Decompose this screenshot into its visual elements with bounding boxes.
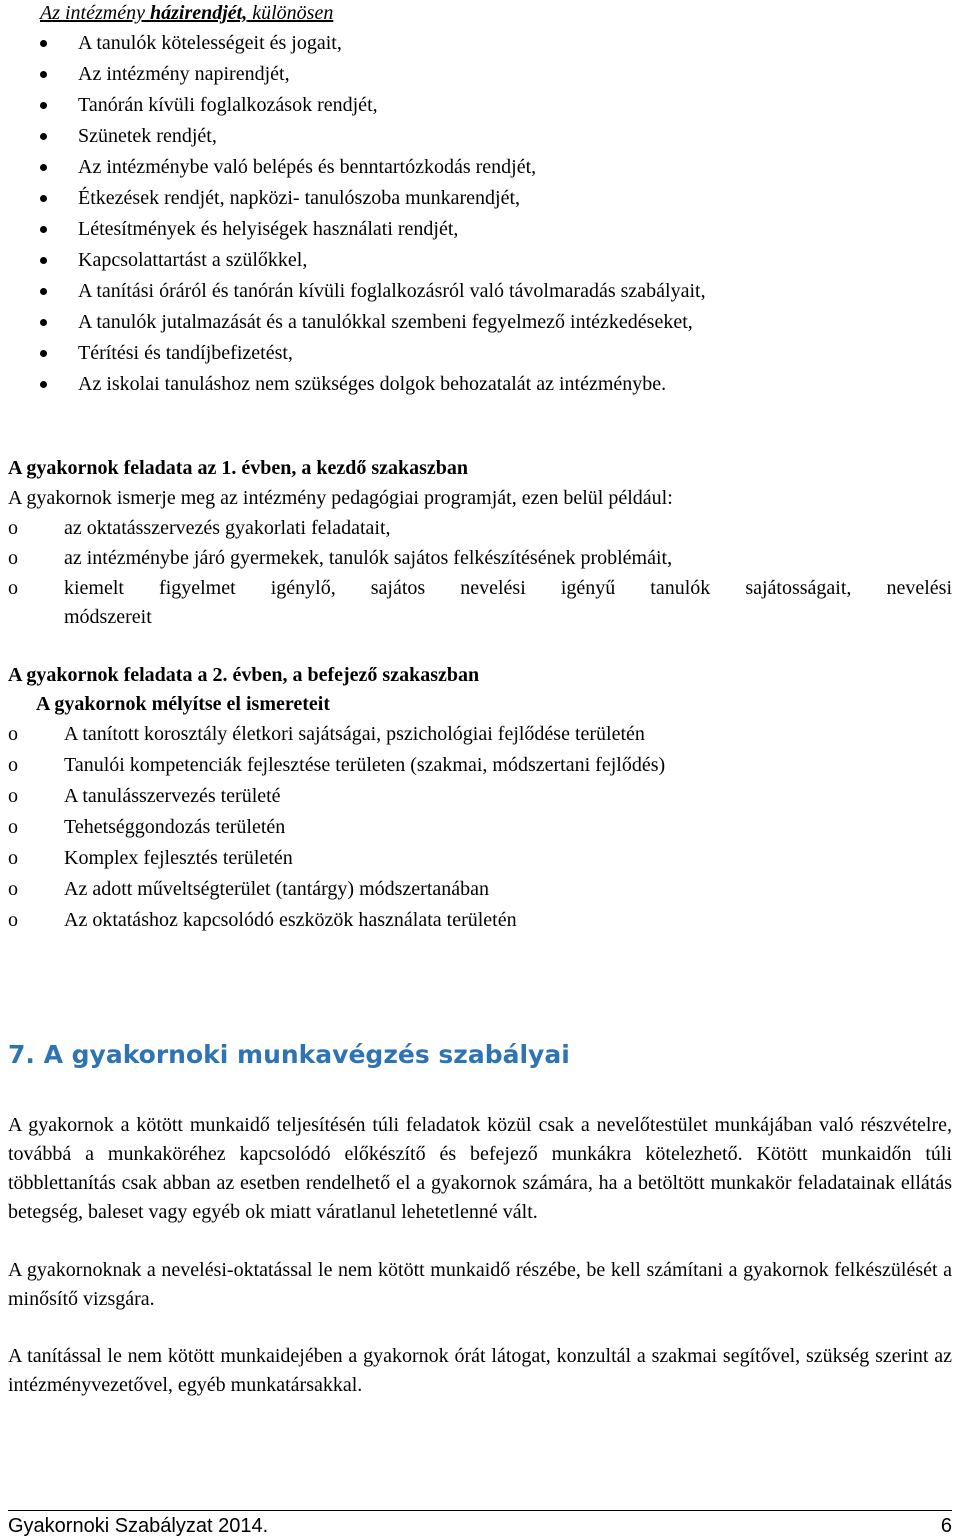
bullet-icon — [40, 71, 47, 78]
list-item-continuation: módszereit — [64, 606, 152, 628]
circle-marker-icon: o — [8, 577, 18, 599]
bullet-icon — [40, 288, 47, 295]
circle-marker-icon: o — [8, 816, 18, 838]
circle-marker-icon: o — [8, 847, 18, 869]
bullet-icon — [40, 40, 47, 47]
circle-marker-icon: o — [8, 517, 18, 539]
bullet-icon — [40, 226, 47, 233]
intro-line — [40, 0, 333, 26]
bullet-icon — [40, 164, 47, 171]
chapter-title: 7. A gyakornoki munkavégzés szabályai — [8, 1040, 570, 1069]
bullet-icon — [40, 257, 47, 264]
bullet-icon — [40, 133, 47, 140]
section2-heading: A gyakornok feladata a 2. évben, a befejező szakaszban — [8, 664, 480, 686]
paragraph: A gyakornok a kötött munkaidő teljesítésén túli feladatok közül csak a nevelőtestület munkájában való részvételre, továbbá a munkaköréhez kapcsolódó előkészítő és befejező munkákra kötelezhető. Kötött munkaidőn túli többlettanítás csak abban az esetben rendelhető el a gyakornok számára, ha a betöltött munkakör feladatainak ellátás betegség, baleset vagy egyéb ok miatt váratlanul lehetetlenné vált. — [8, 1114, 952, 1223]
bullet-icon — [40, 319, 47, 326]
intro-pre: Az intézmény — [40, 2, 150, 24]
footer-divider — [8, 1510, 952, 1511]
circle-marker-icon: o — [8, 754, 18, 776]
circle-marker-icon: o — [8, 723, 18, 745]
section1-heading: A gyakornok feladata az 1. évben, a kezdő szakaszban — [8, 457, 469, 479]
circle-marker-icon: o — [8, 547, 18, 569]
circle-marker-icon: o — [8, 878, 18, 900]
section2-subheading: A gyakornok mélyítse el ismereteit — [36, 693, 331, 715]
page-number: 6 — [940, 1515, 952, 1537]
bullet-icon — [40, 102, 47, 109]
paragraph: A gyakornoknak a nevelési-oktatással le nem kötött munkaidő részébe, be kell számítani a gyakornok felkészülését a minősítő vizsgára. — [8, 1259, 952, 1310]
paragraph: A tanítással le nem kötött munkaidejében a gyakornok órát látogat, konzultál a szakmai segítővel, szükség szerint az intézményvezetővel, egyéb munkatársakkal. — [8, 1345, 952, 1396]
section1-lead: A gyakornok ismerje meg az intézmény pedagógiai programját, ezen belül például: — [8, 487, 673, 509]
bullet-icon — [40, 195, 47, 202]
intro-bold: házirendjét, — [149, 2, 248, 24]
bullet-icon — [40, 381, 47, 388]
footer-title: Gyakornoki Szabályzat 2014. — [8, 1515, 269, 1537]
intro-post: különösen — [247, 2, 334, 24]
bullet-icon — [40, 350, 47, 357]
circle-marker-icon: o — [8, 909, 18, 931]
circle-marker-icon: o — [8, 785, 18, 807]
